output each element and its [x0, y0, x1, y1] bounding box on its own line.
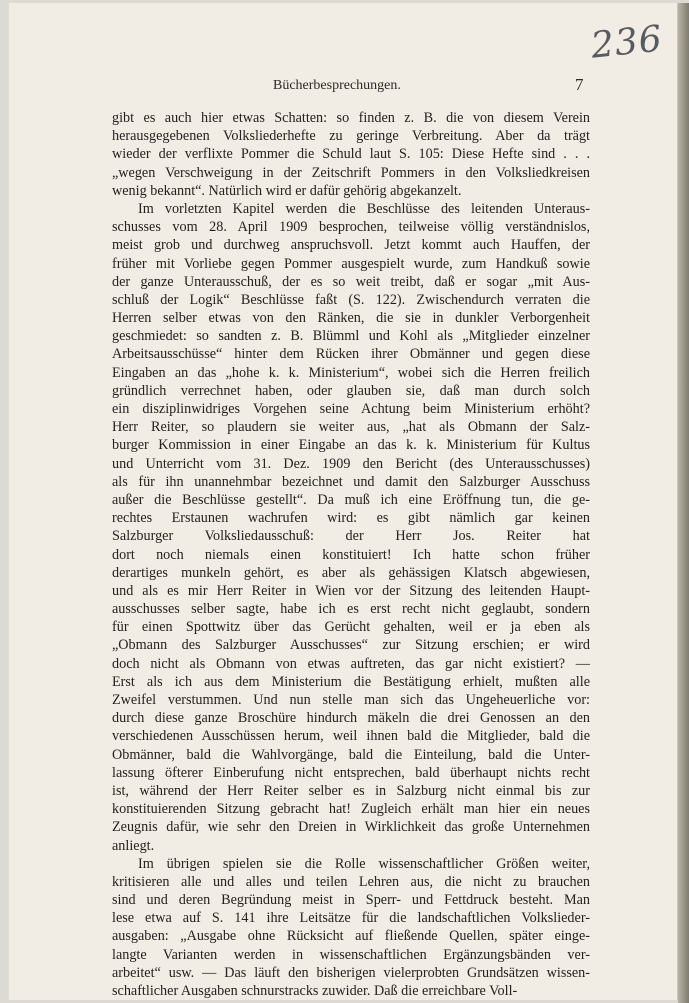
text-line: burger Kommission in einer Eingabe an das k. k. Ministerium für Kultus	[112, 437, 590, 454]
text-line: durch diese ganze Broschüre hindurch mäkeln die drei Genossen an den	[112, 710, 590, 727]
text-line: „Obmann des Salzburger Ausschusses“ zur Sitzung erschien; er wird	[112, 637, 590, 654]
text-line: wenig bekannt“. Natürlich wird er dafür gehörig abgekanzelt.	[112, 182, 462, 199]
text-line: langte Varianten werden in wissenschaftlichen Ergänzungsbänden ver-	[112, 946, 590, 963]
text-line: als für ihn unannehmbar bezeichnet und damit den Salzburger Ausschuss	[112, 473, 590, 490]
body-text	[112, 109, 590, 1000]
text-line: „wegen Verschweigung in der Zeitschrift Pommers in den Volksliedkreisen	[112, 164, 590, 181]
text-line: herausgegebenen Volksliederhefte zu geringe Verbreitung. Aber da trägt	[112, 128, 590, 145]
text-line: ausschusses selber sagte, habe ich es erst recht nicht geglaubt, sondern	[112, 601, 590, 618]
text-line: Herren selber etwas von den Ränken, die sie in dunkler Verborgenheit	[112, 310, 590, 327]
text-line: Obmänner, bald die Wahlvorgänge, bald die Einteilung, bald die Unter-	[112, 746, 590, 763]
page-edge	[678, 3, 689, 1003]
running-title: Bücherbesprechungen.	[273, 78, 401, 93]
text-line: der ganze Unterausschuß, der es so weit treibt, daß er sogar „mit Aus-	[112, 273, 590, 290]
text-line: schusses vom 28. April 1909 besprochen, teilweise völlig verständnislos,	[112, 219, 590, 236]
text-line: für einen Spottwitz über das Gerücht gehalten, weil er ja eben als	[112, 619, 590, 636]
text-line: anliegt.	[112, 837, 155, 854]
text-line: ein disziplinwidriges Vorgehen seine Achtung beim Ministerium erhöht?	[112, 401, 590, 417]
text-line: lassung öfterer Einberufung nicht entsprechen, bald überhaupt nichts recht	[112, 764, 590, 781]
text-line: Eingaben an das „hohe k. k. Ministerium“, wobei sich die Herren freilich	[112, 364, 590, 381]
text-line: wieder der verflixte Pommer die Schuld laut S. 105: Diese Hefte sind . . .	[112, 146, 590, 163]
text-line: schaftlicher Ausgaben schnurstracks zuwider. Daß die erreichbare Voll-	[112, 983, 518, 999]
text-line: Salzburger Volksliedausschuß: der Herr Jos. Reiter hat	[112, 528, 590, 545]
text-line: und Unterricht vom 31. Dez. 1909 den Bericht (des Unterausschusses)	[112, 455, 590, 472]
text-line: konstituierenden Sitzung gebracht hat! Zugleich erhält man hier ein neues	[112, 801, 590, 818]
text-line: gibt es auch hier etwas Schatten: so finden z. B. die von diesem Verein	[112, 110, 590, 126]
text-line: Im vorletzten Kapitel werden die Beschlüsse des leitenden Unteraus-	[138, 200, 590, 217]
text-line: außer die Beschlüsse gestellt“. Da muß ich eine Eröffnung tun, die ge-	[112, 491, 590, 508]
text-line: doch nicht als Obmann von etwas auftreten, das gar nicht existiert? —	[112, 655, 590, 672]
text-line: derartiges munkeln gehört, es aber als gehässigen Klatsch abgewiesen,	[112, 564, 590, 581]
text-line: dort noch niemals einen konstituiert! Ich hatte schon früher	[112, 546, 590, 563]
text-line: schluß der Logik“ Beschlüsse faßt (S. 122). Zwischendurch verraten die	[112, 291, 590, 308]
text-line: Zeugnis dafür, wie sehr den Dreien in Wirklichkeit das große Unternehmen	[112, 819, 590, 836]
text-line: Herr Reiter, so plaudern sie weiter aus, „hat als Obmann der Salz-	[112, 419, 590, 436]
text-line: Im übrigen spielen sie die Rolle wissenschaftlicher Größen weiter,	[138, 855, 590, 872]
archive-number: 236	[589, 18, 665, 67]
page-number: 7	[575, 75, 584, 94]
text-line: ist, während der Herr Reiter selber es in Salzburg nicht einmal bis zur	[112, 782, 590, 799]
book-page	[8, 3, 677, 1000]
paragraph	[112, 855, 590, 1001]
text-line: sind und deren Begründung meist in Sperr- und Fettdruck besteht. Man	[112, 892, 590, 909]
text-line: lese etwa auf S. 141 ihre Leitsätze für die landschaftlichen Volkslieder-	[112, 910, 590, 927]
text-line: und als es mir Herr Reiter in Wien vor der Sitzung des leitenden Haupt-	[112, 582, 590, 599]
text-line: verschiedenen Ausschüssen herum, weil ihnen bald die Mitglieder, bald die	[112, 728, 590, 745]
text-line: arbeitet“ usw. — Das läuft den bisherigen vielerprobten Grundsätzen wissen-	[112, 964, 590, 981]
text-line: ausgaben: „Ausgabe ohne Rücksicht auf fließende Quellen, später einge-	[112, 928, 590, 945]
text-line: Zweifel verstummen. Und nun stelle man sich das Ungeheuerliche vor:	[112, 692, 590, 708]
text-line: früher mit Vorliebe gegen Pommer ausgespielt wurde, zum Handkuß sowie	[112, 255, 590, 272]
text-line: kritisieren alle und alles und teilen Lehren aus, die nicht zu brauchen	[112, 873, 590, 890]
text-line: meist grob und durchweg anspruchsvoll. Jetzt kommt auch Hauffen, der	[112, 237, 590, 254]
text-line: Arbeitsausschüsse“ hinter dem Rücken ihrer Obmänner und gegen diese	[112, 346, 590, 363]
paragraph	[112, 109, 590, 200]
paragraph	[112, 200, 590, 855]
text-line: Erst als ich aus dem Ministerium die Bestätigung erhielt, mußten alle	[112, 673, 590, 690]
text-line: geschmiedet: so sandten z. B. Blümml und Kohl als „Mitglieder einzelner	[112, 328, 590, 345]
text-line: rechtes Erstaunen wachrufen wird: es gibt nämlich gar keinen	[112, 510, 590, 527]
text-line: gründlich verrechnet haben, oder glauben sie, daß man durch solch	[112, 382, 590, 399]
